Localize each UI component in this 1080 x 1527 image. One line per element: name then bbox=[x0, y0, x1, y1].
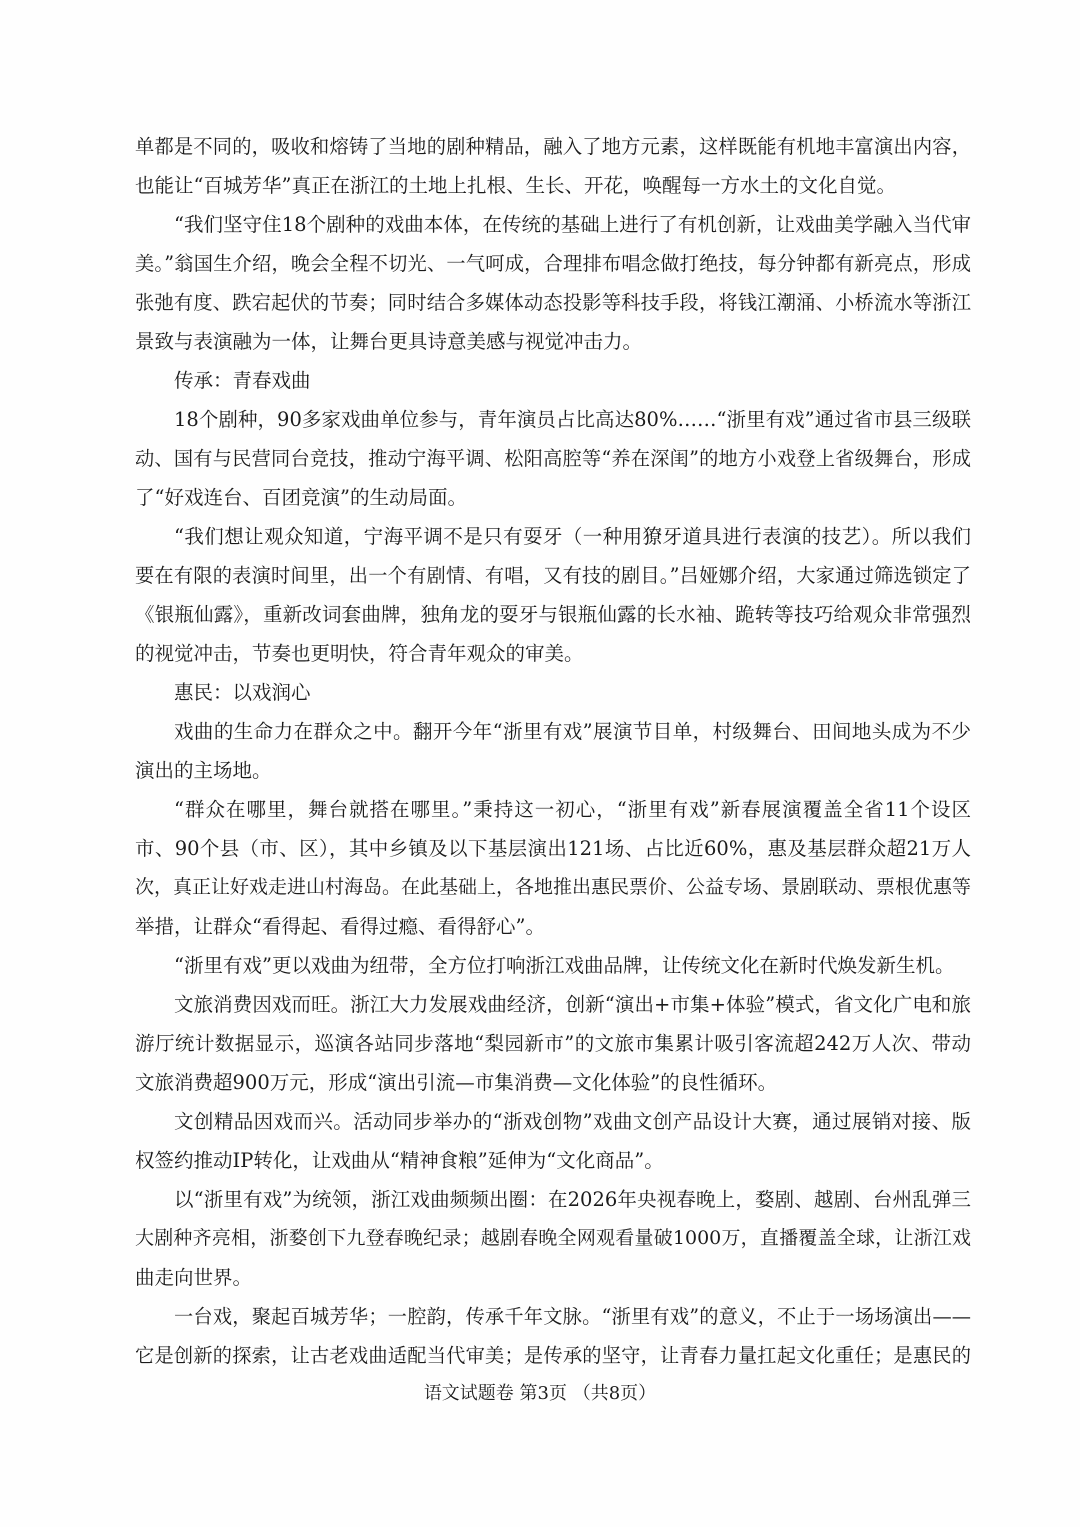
text-line: 市、90个县（市、区），其中乡镇及以下基层演出121场、占比近60%，惠及基层群众超21万人 bbox=[135, 837, 971, 860]
text-line: 张弛有度、跌宕起伏的节奏；同时结合多媒体动态投影等科技手段，将钱江潮涌、小桥流水等浙江 bbox=[135, 291, 971, 314]
text-line: 美。”翁国生介绍，晚会全程不切光、一气呵成，合理排布唱念做打绝技，每分钟都有新亮点，形成 bbox=[135, 252, 971, 275]
text-line: 《银瓶仙露》，重新改词套曲牌，独角龙的耍牙与银瓶仙露的长水袖、跪转等技巧给观众非常强烈 bbox=[135, 603, 971, 626]
text-line: 文创精品因戏而兴。活动同步举办的“浙戏创物”戏曲文创产品设计大赛，通过展销对接、版 bbox=[174, 1110, 971, 1133]
text-line: 游厅统计数据显示，巡演各站同步落地“梨园新市”的文旅市集累计吸引客流超242万人次、带动 bbox=[135, 1032, 971, 1055]
text-line: 戏曲的生命力在群众之中。翻开今年“浙里有戏”展演节目单，村级舞台、田间地头成为不少 bbox=[174, 720, 971, 743]
text-line: 以“浙里有戏”为统领，浙江戏曲频频出圈：在2026年央视春晚上，婺剧、越剧、台州乱弹三 bbox=[174, 1188, 971, 1211]
page-footer: 语文试题卷 第3页 （共8页） bbox=[423, 1383, 657, 1404]
text-line: 曲走向世界。 bbox=[135, 1266, 253, 1289]
text-line: 大剧种齐亮相，浙婺创下九登春晚纪录；越剧春晚全网观看量破1000万，直播覆盖全球，让浙江戏 bbox=[135, 1227, 971, 1249]
text-line: “我们想让观众知道，宁海平调不是只有耍牙（一种用獠牙道具进行表演的技艺）。所以我们 bbox=[174, 525, 971, 548]
text-line: 的视觉冲击，节奏也更明快，符合青年观众的审美。 bbox=[135, 642, 584, 665]
text-line: 传承：青春戏曲 bbox=[174, 369, 311, 392]
text-line: “群众在哪里，舞台就搭在哪里。”秉持这一初心，“浙里有戏”新春展演覆盖全省11个设区 bbox=[174, 798, 971, 821]
text-line: “浙里有戏”更以戏曲为纽带，全方位打响浙江戏曲品牌，让传统文化在新时代焕发新生机。 bbox=[174, 954, 955, 977]
text-line: 它是创新的探索，让古老戏曲适配当代审美；是传承的坚守，让青春力量扛起文化重任；是惠民的 bbox=[135, 1344, 971, 1367]
text-line: 文旅消费因戏而旺。浙江大力发展戏曲经济，创新“演出+市集+体验”模式，省文化广电和旅 bbox=[174, 993, 971, 1016]
text-line: 演出的主场地。 bbox=[135, 759, 272, 782]
text-line: 动、国有与民营同台竞技，推动宁海平调、松阳高腔等“养在深闺”的地方小戏登上省级舞台，形成 bbox=[135, 447, 971, 470]
text-line: 要在有限的表演时间里，出一个有剧情、有唱，又有技的剧目。”吕娅娜介绍，大家通过筛选锁定了 bbox=[135, 564, 971, 587]
text-line: 18个剧种，90多家戏曲单位参与，青年演员占比高达80%……“浙里有戏”通过省市县三级联 bbox=[174, 408, 971, 431]
text-line: “我们坚守住18个剧种的戏曲本体，在传统的基础上进行了有机创新，让戏曲美学融入当代审 bbox=[174, 213, 971, 236]
text-line: 举措，让群众“看得起、看得过瘾、看得舒心”。 bbox=[135, 915, 545, 938]
text-line: 一台戏，聚起百城芳华；一腔韵，传承千年文脉。“浙里有戏”的意义，不止于一场场演出—— bbox=[174, 1305, 971, 1328]
text-line: 了“好戏连台、百团竞演”的生动局面。 bbox=[135, 486, 467, 509]
text-line: 权签约推动IP转化，让戏曲从“精神食粮”延伸为“文化商品”。 bbox=[135, 1149, 664, 1172]
text-line: 景致与表演融为一体，让舞台更具诗意美感与视觉冲击力。 bbox=[135, 330, 643, 353]
text-line: 惠民：以戏润心 bbox=[174, 681, 311, 704]
text-line: 文旅消费超900万元，形成“演出引流—市集消费—文化体验”的良性循环。 bbox=[135, 1071, 778, 1094]
text-line: 次，真正让好戏走进山村海岛。在此基础上，各地推出惠民票价、公益专场、景剧联动、票根优惠等 bbox=[135, 876, 971, 898]
text-line: 也能让“百城芳华”真正在浙江的土地上扎根、生长、开花，唤醒每一方水土的文化自觉。 bbox=[135, 174, 896, 197]
text-line: 单都是不同的，吸收和熔铸了当地的剧种精品，融入了地方元素，这样既能有机地丰富演出内容， bbox=[135, 135, 971, 158]
article-body bbox=[135, 127, 971, 1375]
